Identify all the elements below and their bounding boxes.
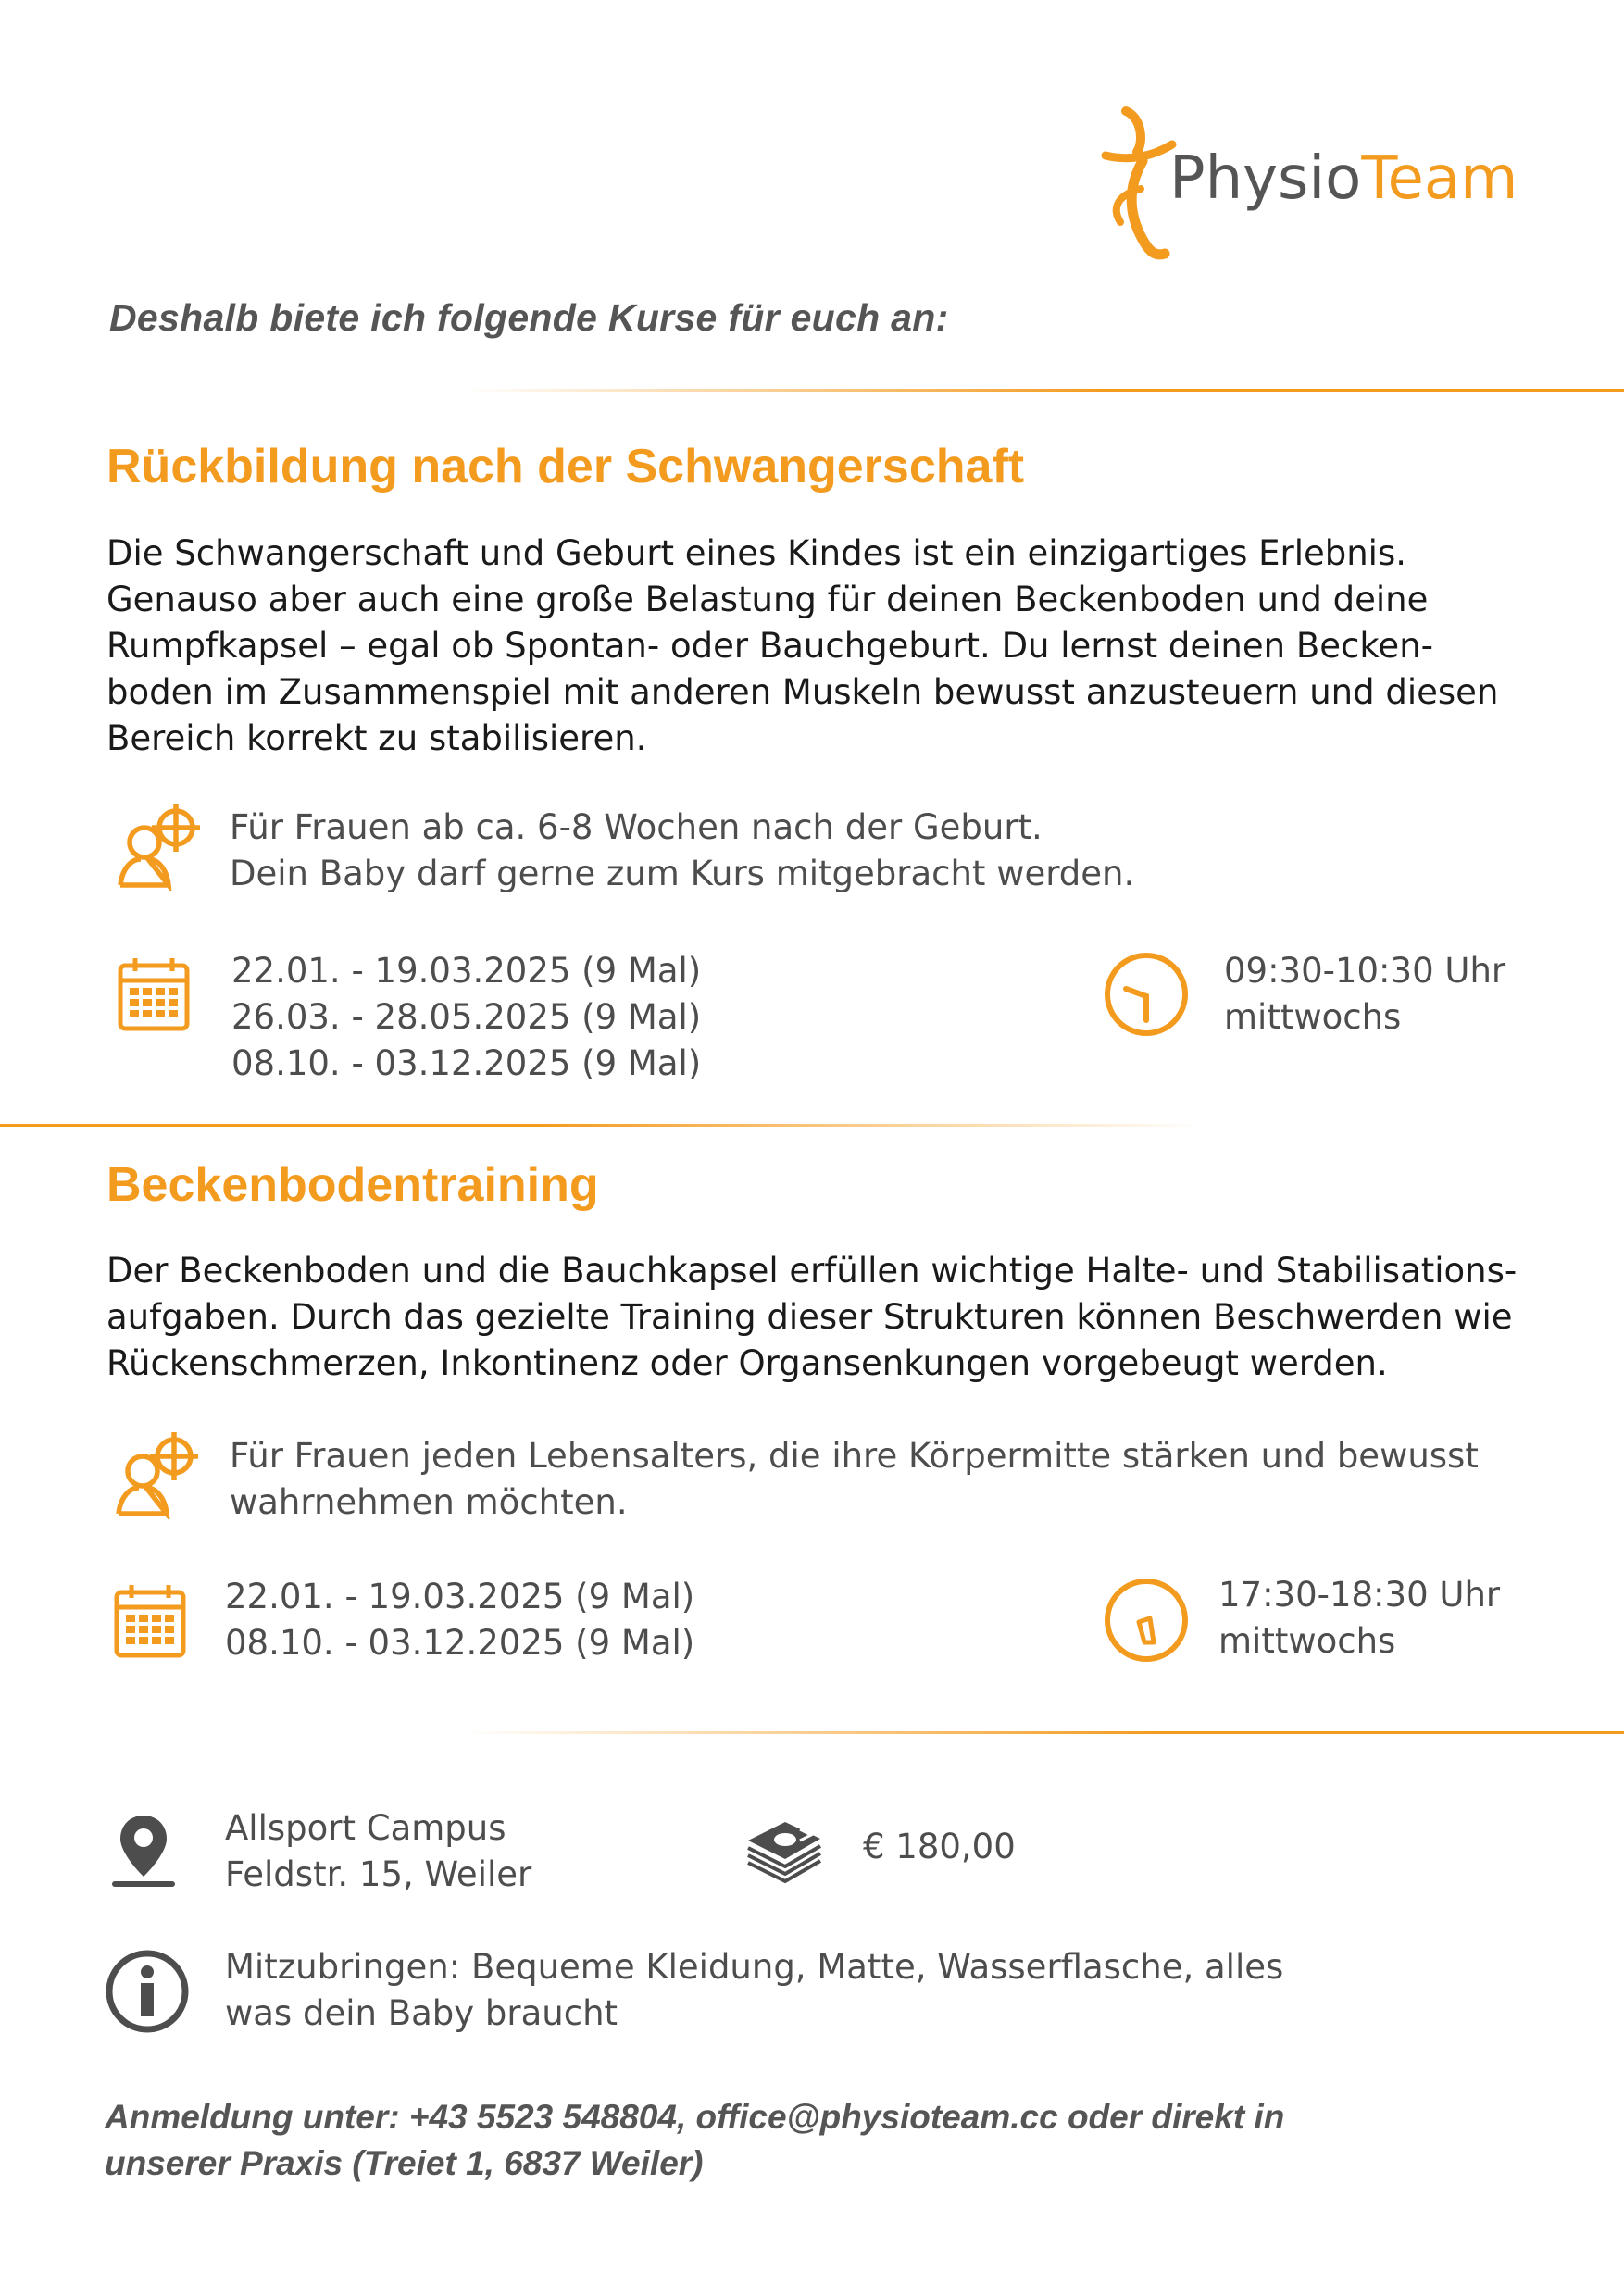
contact-info: Anmeldung unter: +43 5523 548804, office@physioteam.cc oder direkt in unserer Praxis (Treiet 1, 6837 Weiler) — [105, 2098, 1285, 2182]
calendar-icon — [113, 1583, 187, 1659]
course-target: Für Frauen jeden Lebensalters, die ihre Körpermitte stärken und bewusst wahrnehmen möchten. — [230, 1436, 1479, 1522]
course-time: 17:30-18:30 Uhr mittwochs — [1218, 1575, 1501, 1661]
location — [225, 1805, 531, 1898]
info-icon — [104, 1948, 191, 2035]
divider — [463, 1731, 1624, 1734]
logo-text-physio: Physio — [1169, 144, 1362, 213]
divider — [463, 389, 1624, 392]
divider — [0, 1124, 1204, 1127]
bring-list: Mitzubringen: Bequeme Kleidung, Matte, Wasserflasche, alles was dein Baby braucht — [225, 1947, 1284, 2033]
clock-icon — [1102, 950, 1191, 1039]
logo-text-team: Team — [1361, 144, 1518, 213]
course-target: Für Frauen ab ca. 6-8 Wochen nach der Geburt. Dein Baby darf gerne zum Kurs mitgebracht werden. — [230, 807, 1135, 893]
clock-icon — [1102, 1576, 1191, 1665]
person-target-icon — [113, 802, 206, 891]
course-description: Der Beckenboden und die Bauchkapsel erfüllen wichtige Halte- und Stabilisations- aufgaben. Durch das gezielte Training dieser Strukturen können Beschwerden wie Rückenschmerzen, Inkontinenz oder Organsenkungen vorgebeugt werden. — [106, 1251, 1518, 1383]
course-dates: 22.01. - 19.03.2025 (9 Mal) 08.10. - 03.12.2025 (9 Mal) — [225, 1577, 695, 1663]
intro-heading: Deshalb biete ich folgende Kurse für euch an: — [109, 296, 949, 339]
course-description: Die Schwangerschaft und Geburt eines Kindes ist ein einzigartiges Erlebnis. Genauso aber auch eine große Belastung für deinen Beckenboden und deine Rumpfkapsel – egal ob Spontan- oder Bauchgeburt. Du lernst deinen Becken- boden im Zusammenspiel mit anderen Muskeln bewusst anzusteuern und diesen Bereich korrekt zu stabilisieren. — [106, 533, 1499, 758]
location-address: Feldstr. 15, Weiler — [225, 1854, 532, 1894]
course-time: 09:30-10:30 Uhr mittwochs — [1224, 951, 1506, 1037]
course-title: Rückbildung nach der Schwangerschaft — [106, 440, 1025, 493]
person-target-icon — [111, 1430, 204, 1519]
course-title: Beckenbodentraining — [106, 1158, 599, 1212]
location-name: Allsport Campus — [225, 1808, 506, 1848]
course-dates: 22.01. - 19.03.2025 (9 Mal) 26.03. - 28.05.2025 (9 Mal) 08.10. - 03.12.2025 (9 Mal) — [231, 951, 702, 1083]
map-pin-icon — [109, 1812, 178, 1890]
calendar-icon — [117, 956, 191, 1032]
price: € 180,00 — [863, 1827, 1016, 1866]
money-stack-icon — [744, 1820, 824, 1887]
